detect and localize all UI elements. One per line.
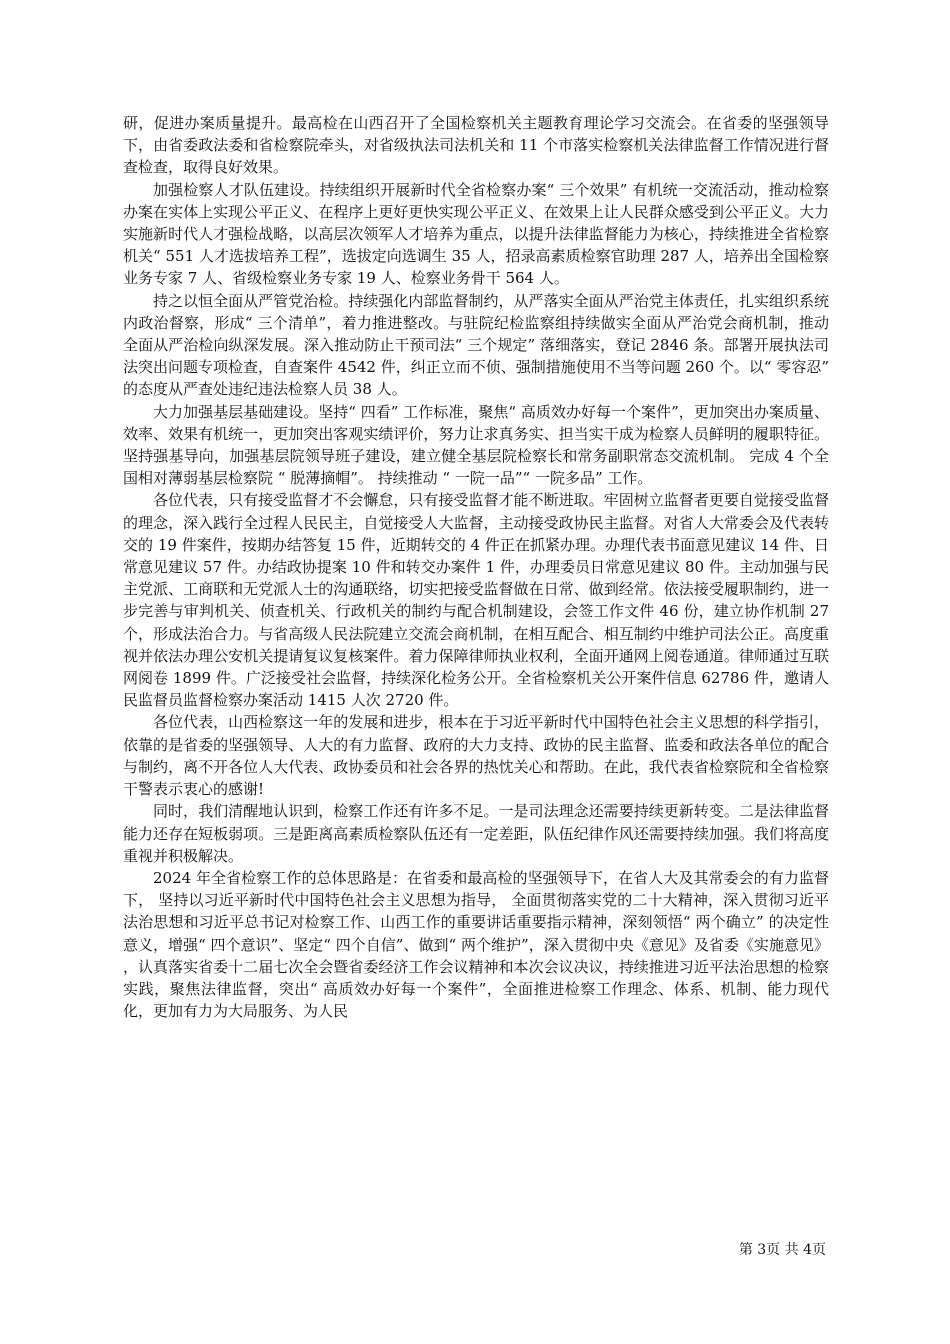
- paragraph-party-discipline: 持之以恒全面从严管党治检。持续强化内部监督制约，从严落实全面从严治党主体责任，扎实组织系统内政治督察，形成“ 三个清单”，着力推进整改。与驻院纪检监察组持续做实全面从严治党会商机制，推动全面从严治检向纵深发展。深入推动防止干预司法“ 三个规定” 落细落实，登记 2846 条。部署开展执法司法突出问题专项检查，自查案件 4542 件，纠正立而不侦、强制措施使用不当等问题 260 个。以“ 零容忍” 的态度从严查处违纪违法检察人员 38 人。: [123, 291, 829, 399]
- paragraph-supervision: 各位代表，只有接受监督才不会懈怠，只有接受监督才能不断进取。牢固树立监督者更要自觉接受监督的理念，深入践行全过程人民民主，自觉接受人大监督，主动接受政协民主监督。对省人大常委会及代表转交的 19 件案件，按期办结答复 15 件，近期转交的 4 件正在抓紧办理。办理代表书面意见建议 14 件、日常意见建议 57 件。办结政协提案 10 件和转交办案件 1 件，办理委员日常意见建议 80 件。主动加强与民主党派、工商联和无党派人士的沟通联络，切实把接受监督做在日常、做到经常。依法接受履职制约，进一步完善与审判机关、侦查机关、行政机关的制约与配合机制建设，会签工作文件 46 份，建立协作机制 27 个，形成法治合力。与省高级人民法院建立交流会商机制，在相互配合、相互制约中维护司法公正。高度重视并依法办理公安机关提请复议复核案件。着力保障律师执业权利，全面开通网上阅卷通道。律师通过互联网阅卷 1899 件。广泛接受社会监督，持续深化检务公开。全省检察机关公开案件信息 62786 件，邀请人民监督员监督检察办案活动 1415 人次 2720 件。: [123, 491, 829, 710]
- paragraph-continuation: 研，促进办案质量提升。最高检在山西召开了全国检察机关主题教育理论学习交流会。在省委的坚强领导下，由省委政法委和省检察院牵头，对省级执法司法机关和 11 个市落实检察机关法律监督工作情况进行督查检查，取得良好效果。: [123, 114, 829, 177]
- paragraph-talent-team: 加强检察人才队伍建设。持续组织开展新时代全省检察办案“ 三个效果” 有机统一交流活动，推动检察办案在实体上实现公平正义、在程序上更好更快实现公平正义、在效果上让人民群众感受到公平正义。大力实施新时代人才强检战略，以高层次领军人才培养为重点，以提升法律监督能力为核心，持续推进全省检察机关“ 551 人才选拔培养工程”，选拔定向选调生 35 人，招录高素质检察官助理 287 人，培养出全国检察业务专家 7 人、省级检察业务专家 19 人、检察业务骨干 564 人。: [123, 180, 829, 288]
- paragraph-grassroots: 大力加强基层基础建设。坚持“ 四看” 工作标准，聚焦“ 高质效办好每一个案件”，更加突出办案质量、效率、效果有机统一，更加突出客观实绩评价，努力让求真务实、担当实干成为检察人员鲜明的履职特征。坚持强基导向，加强基层院领导班子建设，建立健全基层院检察长和常务副职常态交流机制。 完成 4 个全国相对薄弱基层检察院 “ 脱薄摘帽”。 持续推动 “ 一院一品”“ 一院多品” 工作。: [123, 402, 829, 488]
- document-body: [123, 112, 829, 1022]
- paragraph-thanks: 各位代表，山西检察这一年的发展和进步，根本在于习近平新时代中国特色社会主义思想的科学指引，依靠的是省委的坚强领导、人大的有力监督、政府的大力支持、政协的民主监督、监委和政法各单位的配合与制约，离不开各位人大代表、政协委员和社会各界的热忱关心和帮助。在此，我代表省检察院和全省检察干警表示衷心的感谢!: [123, 713, 829, 799]
- paragraph-shortcomings: 同时，我们清醒地认识到，检察工作还有许多不足。一是司法理念还需要持续更新转变。二是法律监督能力还存在短板弱项。三是距离高素质检察队伍还有一定差距，队伍纪律作风还需要持续加强。我们将高度重视并积极解决。: [123, 802, 829, 865]
- page-number-footer: 第 3页 共 4页: [738, 1242, 826, 1258]
- paragraph-2024-plan: 2024 年全省检察工作的总体思路是：在省委和最高检的坚强领导下，在省人大及其常委会的有力监督下， 坚持以习近平新时代中国特色社会主义思想为指导， 全面贯彻落实党的二十大精神，深入贯彻习近平法治思想和习近平总书记对检察工作、山西工作的重要讲话重要指示精神，深刻领悟“ 两个确立” 的决定性意义，增强“ 四个意识”、坚定“ 四个自信”、做到“ 两个维护”，深入贯彻中央《意见》及省委《实施意见》 ，认真落实省委十二届七次全会暨省委经济工作会议精神和本次会议决议，持续推进习近平法治思想的检察实践，聚焦法律监督，突出“ 高质效办好每一个案件”，全面推进检察工作理念、体系、机制、能力现代化，更加有力为大局服务、为人民: [123, 868, 829, 1021]
